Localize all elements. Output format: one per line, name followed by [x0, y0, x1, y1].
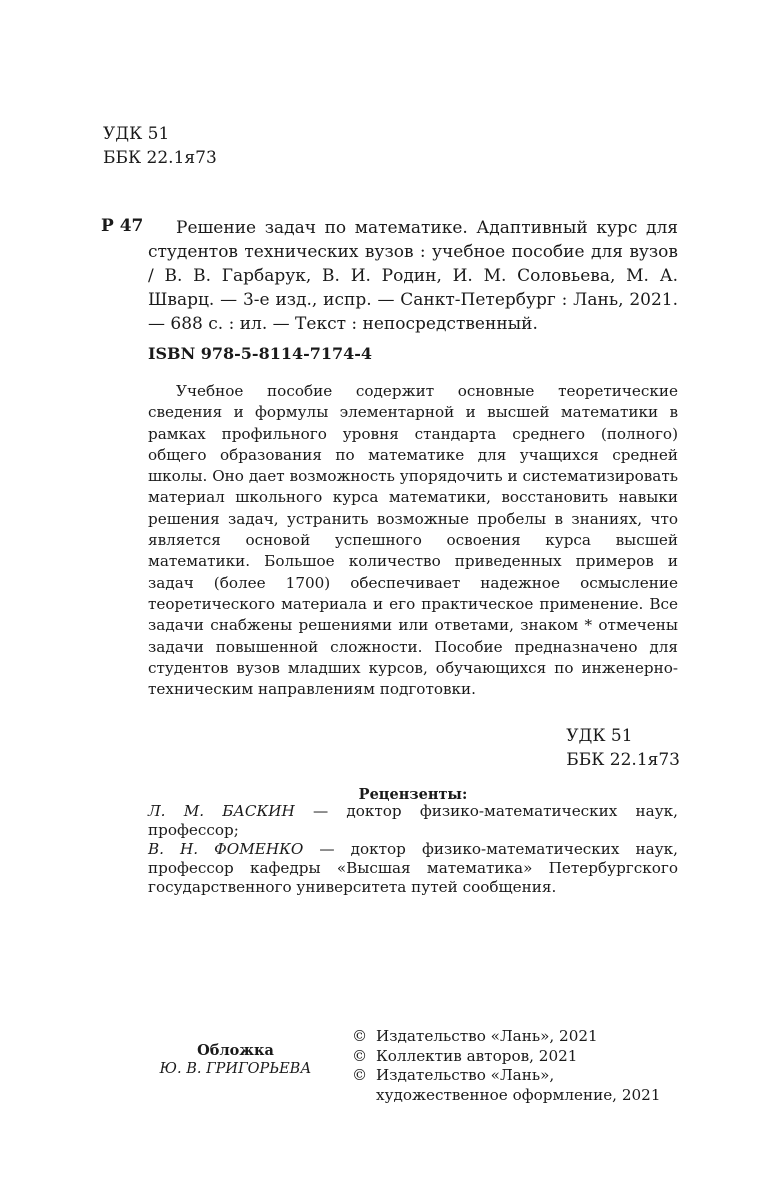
reviewer-description: — доктор физико-математических наук, профессор;	[148, 802, 678, 839]
copyright-text: Издательство «Лань», 2021	[376, 1027, 598, 1045]
bibliographic-record: Решение задач по математике. Адаптивный курс для студентов технических вузов : учебное пособие для вузов / В. В. Гарбарук, В. И. Родин, И. М. Соловьева, М. А. Шварц. — 3-е изд., испр. — Санкт-Петербург : Лань, 2021. — 688 с. : ил. — Текст : непосредственный.	[148, 218, 678, 334]
bbk-code-right: ББК 22.1я73	[566, 750, 680, 770]
reviewers-heading: Рецензенты:	[358, 786, 468, 803]
udk-block-right	[566, 724, 680, 772]
udk-block-top	[103, 122, 217, 170]
author-code: Р 47	[101, 216, 144, 236]
copyright-icon: ©	[352, 1046, 368, 1065]
udk-code-right: УДК 51	[566, 726, 633, 746]
reviewer-name: Л. М. БАСКИН	[148, 802, 295, 820]
copyright-text: Издательство «Лань», художественное оформление, 2021	[376, 1066, 661, 1104]
copyright-line	[352, 1027, 682, 1047]
copyright-text: Коллектив авторов, 2021	[376, 1046, 578, 1065]
annotation: Учебное пособие содержит основные теоретические сведения и формулы элементарной и высшей математики в рамках профильного уровня стандарта среднего (полного) общего образования по математике для учащихся средней школы. Оно дает возможность упорядочить и систематизировать материал школьного курса математики, восстановить навыки решения задач, устранить возможные пробелы в знаниях, что является основой успешного освоения курса высшей математики. Большое количество приведенных примеров и задач (более 1700) обеспечивает надежное осмысление теоретического материала и его практическое применение. Все задачи снабжены решениями или ответами, знаком * отмечены задачи повышенной сложности. Пособие предназначено для студентов вузов младших курсов, обучающихся по инженерно-техническим направлениям подготовки.	[148, 382, 678, 699]
copyright-line	[352, 1066, 682, 1105]
reviewer-entry	[148, 802, 678, 840]
copyright-line	[352, 1047, 682, 1067]
reviewers-list	[148, 802, 678, 897]
cover-title: Обложка	[197, 1042, 274, 1059]
cover-credit	[148, 1042, 323, 1078]
isbn: ISBN 978-5-8114-7174-4	[148, 344, 373, 363]
bbk-code: ББК 22.1я73	[103, 148, 217, 168]
copyright-icon: ©	[352, 1066, 368, 1084]
reviewer-description: — доктор физико-математических наук, профессор кафедры «Высшая математика» Петербургского государственного университета путей сообщения.	[148, 840, 678, 896]
udk-code: УДК 51	[103, 124, 170, 144]
copyright-icon: ©	[352, 1027, 368, 1045]
cover-designer: Ю. В. ГРИГОРЬЕВА	[159, 1061, 312, 1077]
copyright-list	[352, 1027, 682, 1105]
reviewer-name: В. Н. ФОМЕНКО	[148, 840, 304, 858]
reviewer-entry	[148, 840, 678, 897]
